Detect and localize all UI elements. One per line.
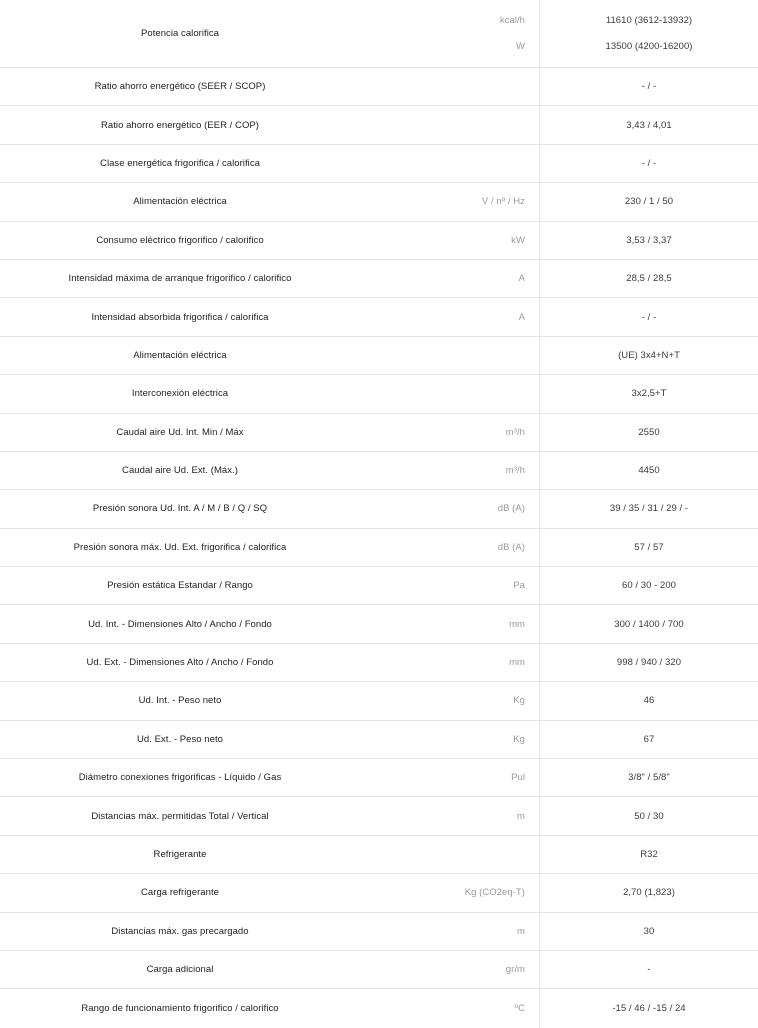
row-unit [360,337,540,374]
row-value: 230 / 1 / 50 [624,196,674,208]
table-row [0,874,758,912]
row-unit: Pul [360,759,540,796]
table-row [0,644,758,682]
row-label: Presión sonora Ud. Int. A / M / B / Q / SQ [92,503,268,515]
table-row [0,490,758,528]
table-row [0,721,758,759]
row-label: Intensidad máxima de arranque frigorifico / calorifico [68,273,292,285]
row-label: Interconexión eléctrica [131,388,229,400]
table-row [0,759,758,797]
row-value-kcal: 11610 (3612-13932) [605,15,693,27]
row-unit [360,106,540,143]
row-label: Ud. Ext. - Dimensiones Alto / Ancho / Fondo [86,657,274,669]
row-value: 4450 [638,465,660,477]
row-unit [360,0,540,67]
row-value [540,0,758,67]
row-unit [360,836,540,873]
row-value: 60 / 30 - 200 [622,580,676,592]
row-label: Alimentación eléctrica [133,349,227,361]
row-label: Caudal aire Ud. Ext. (Máx.) [122,465,238,477]
table-row [0,106,758,144]
row-unit: m³/h [360,414,540,451]
row-value: 39 / 35 / 31 / 29 / - [609,503,689,515]
row-value: 67 [643,733,655,745]
table-row [0,68,758,106]
row-unit: m [360,797,540,834]
row-unit: dB (A) [360,529,540,566]
row-unit: A [360,298,540,335]
row-label: Rango de funcionamiento frigorifico / calorifico [81,1003,279,1015]
row-label: Presión estática Estandar / Rango [107,580,253,592]
row-label: Carga adicional [146,964,214,976]
table-row [0,414,758,452]
row-value: 3x2,5+T [631,388,667,400]
row-label: Ud. Ext. - Peso neto [136,733,223,745]
row-value: R32 [640,849,658,860]
table-row [0,337,758,375]
row-label: Ratio ahorro energético (EER / COP) [100,119,260,131]
row-value: -15 / 46 / -15 / 24 [612,1003,686,1015]
row-label: Refrigerante [153,849,207,860]
row-label: Alimentación eléctrica [133,196,227,208]
row-label: Intensidad absorbida frigorifica / calorifica [91,311,269,323]
row-label: Potencia calorifica [140,28,220,39]
row-value: 300 / 1400 / 700 [614,618,684,630]
table-row [0,913,758,951]
row-unit: mm [360,644,540,681]
table-row [0,260,758,298]
row-label: Distancias máx. gas precargado [111,925,249,937]
row-unit: gr/m [360,951,540,988]
row-label: Caudal aire Ud. Int. Min / Máx [116,426,244,438]
table-row [0,222,758,260]
row-unit: Pa [360,567,540,604]
row-value: - / - [641,311,657,323]
table-row [0,529,758,567]
table-row [0,452,758,490]
row-label: Distancias máx. permitidas Total / Vertical [91,810,269,822]
row-unit: V / nº / Hz [360,183,540,220]
table-row [0,989,758,1027]
row-unit: A [360,260,540,297]
row-label: Carga refrigerante [141,887,219,899]
row-value: 50 / 30 [634,810,664,822]
row-value: - [647,964,651,976]
row-unit-kcal: kcal/h [499,15,525,27]
row-label: Ud. Int. - Peso neto [138,695,222,707]
row-unit: Kg [360,682,540,719]
row-label: Diámetro conexiones frigorificas - Líquido / Gas [78,772,282,784]
table-row-potencia-calorifica [0,0,758,68]
row-unit: m³/h [360,452,540,489]
table-row [0,375,758,413]
table-row [0,682,758,720]
table-row [0,298,758,336]
table-row [0,605,758,643]
row-value: 28,5 / 28,5 [626,273,672,285]
row-value: 3/8" / 5/8" [628,772,670,784]
row-label: Clase energética frigorifica / calorifica [100,157,260,169]
row-unit [360,145,540,182]
row-unit: kW [360,222,540,259]
row-value: 46 [643,695,655,707]
table-row [0,836,758,874]
row-label: Consumo eléctrico frigorifico / calorifico [96,234,264,246]
row-unit: ºC [360,989,540,1027]
row-value: 998 / 940 / 320 [616,657,682,669]
row-value: - / - [641,81,657,93]
row-value: 3,43 / 4,01 [626,119,672,131]
row-unit: Kg [360,721,540,758]
table-row [0,145,758,183]
row-unit: m [360,913,540,950]
table-row [0,567,758,605]
row-value: 2,70 (1,823) [623,887,675,899]
row-unit: mm [360,605,540,642]
row-value: 30 [643,925,655,937]
row-unit [360,68,540,105]
row-unit-w: W [515,40,525,52]
row-value: - / - [641,157,657,169]
row-label: Ratio ahorro energético (SEER / SCOP) [94,81,266,93]
row-value: (UE) 3x4+N+T [618,349,680,361]
row-label: Ud. Int. - Dimensiones Alto / Ancho / Fondo [88,618,272,630]
row-label: Presión sonora máx. Ud. Ext. frigorifica / calorifica [73,541,287,553]
table-row [0,951,758,989]
table-row [0,797,758,835]
row-value: 3,53 / 3,37 [626,234,672,246]
row-unit [360,375,540,412]
row-value: 57 / 57 [634,541,664,553]
row-value-w: 13500 (4200-16200) [605,40,693,52]
row-value: 2550 [638,426,660,438]
row-unit: Kg (CO2eq-T) [360,874,540,911]
table-row [0,183,758,221]
row-unit: dB (A) [360,490,540,527]
